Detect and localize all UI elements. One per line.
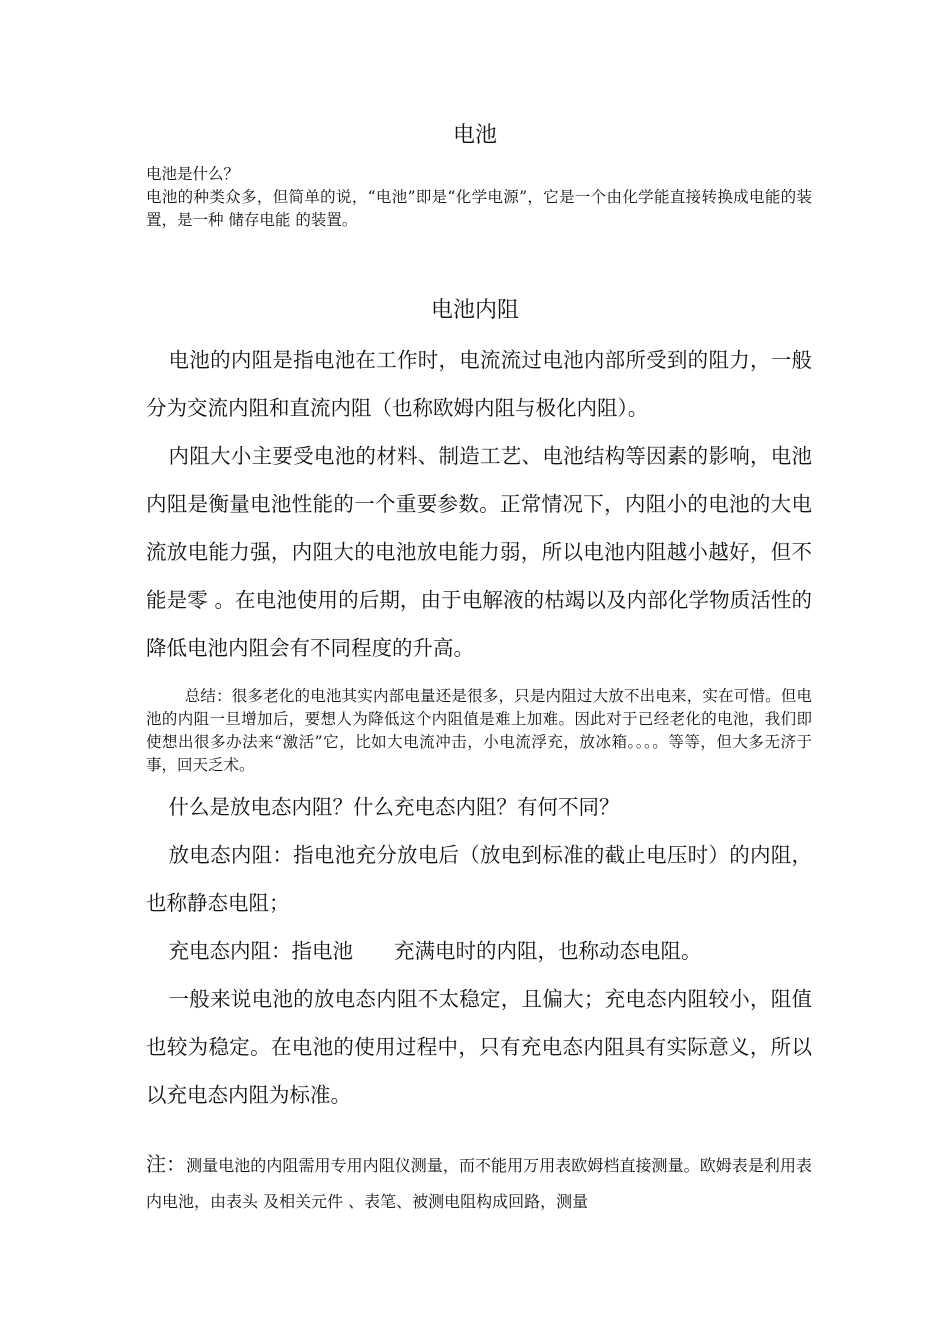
page-title: 电池 <box>452 123 497 148</box>
resistance-types-section <box>146 783 812 1119</box>
comparison-text: 一般来说电池的放电态内阻不太稳定，且偏大；充电态内阻较小，阻值也较为稳定。在电池的使用过程中，只有充电态内阻具有实际意义，所以以充电态内阻为标准。 <box>146 987 812 1107</box>
summary-text: 总结：很多老化的电池其实内部电量还是很多，只是内阻过大放不出电来，实在可惜。但电池的内阻一旦增加后，要想人为降低这个内阻值是难上加难。因此对于已经老化的电池，我们即使想出很多办法来“激活”它，比如大电流冲击，小电流浮充，放冰箱。。。。等等，但大多无济于事，回天乏术。 <box>146 687 812 774</box>
summary-section <box>146 685 812 777</box>
paragraph-internal-resistance <box>146 336 812 672</box>
charge-definition: 充电态内阻：指电池 充满电时的内阻，也称动态电阻。 <box>168 939 702 963</box>
section-title: 电池内阻 <box>430 298 519 323</box>
paragraph-definition: 电池的内阻是指电池在工作时，电流流过电池内部所受到的阻力，一般分为交流内阻和直流内阻（也称欧姆内阻与极化内阻）。 <box>146 348 812 420</box>
intro-answer: 电池的种类众多，但简单的说，“电池”即是“化学电源”，它是一个由化学能直接转换成电能的装置，是一种 储存电能 的装置。 <box>146 188 812 229</box>
note-label: 注： <box>146 1152 187 1176</box>
intro-question: 电池是什么？ <box>146 165 240 183</box>
note-section <box>146 1146 812 1220</box>
paragraph-factors: 内阻大小主要受电池的材料、制造工艺、电池结构等因素的影响，电池内阻是衡量电池性能的一个重要参数。正常情况下，内阻小的电池的大电流放电能力强，内阻大的电池放电能力弱，所以电池内阻越小越好，但不能是零 。在电池使用的后期，由于电解液的枯竭以及内部化学物质活性的降低电池内阻会有不同程度的升高。 <box>146 444 812 660</box>
note-text: 测量电池的内阻需用专用内阻仪测量，而不能用万用表欧姆档直接测量。欧姆表是利用表内电池，由表头 及相关元件 、表笔、被测电阻构成回路，测量 <box>146 1156 812 1211</box>
note-paragraph <box>146 1146 812 1220</box>
intro-section <box>146 163 812 232</box>
discharge-definition: 放电态内阻：指电池充分放电后（放电到标准的截止电压时）的内阻，也称静态电阻； <box>146 843 812 915</box>
question-text: 什么是放电态内阻？什么充电态内阻？有何不同？ <box>168 795 620 819</box>
